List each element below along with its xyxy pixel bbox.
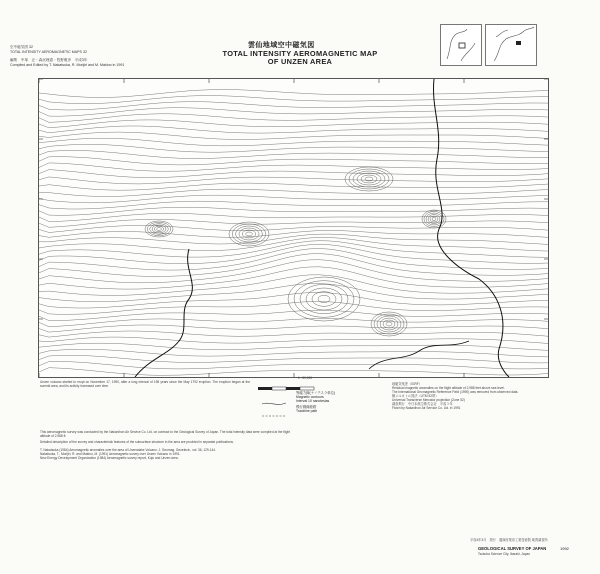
contour-line xyxy=(39,254,548,277)
anomaly-contour xyxy=(300,284,348,313)
note-line5: Universal Transverse Mercator projection (Zone 52) xyxy=(392,398,465,402)
contour-line xyxy=(39,207,548,215)
legend-track-jp: 飛行測線経路 xyxy=(296,405,317,409)
index-map-right-graphic xyxy=(486,25,536,65)
legend-contours-jp: 等磁力線(ナノテスラ単位) xyxy=(296,391,336,395)
compiled-jp: 編集 中塚 正・森尻理恵・牧野雅彦 平成3年 xyxy=(10,58,88,62)
publisher-sub: Tsukuba Science City, Ibaraki, Japan xyxy=(478,552,531,556)
contour-line xyxy=(39,284,548,302)
legend-symbols xyxy=(260,400,290,424)
contour-line xyxy=(39,201,548,209)
anomaly-contour xyxy=(312,292,336,307)
series-en: TOTAL INTENSITY AEROMAGNETIC MAPS 32 xyxy=(10,49,87,54)
body-p2: This aeromagnetic survey was conducted by the Nakanihon Air Service Co. Ltd. on contract to the Geological Survey of Japan. The total intensity data were compiled at the flight altitude of 2,988 ft. xyxy=(40,430,290,438)
contour-line xyxy=(39,183,548,190)
publisher-year: 1992 xyxy=(560,546,569,551)
title-en xyxy=(205,50,395,67)
contour-line xyxy=(39,237,548,251)
contour-line xyxy=(39,331,548,337)
anomaly-contour xyxy=(232,224,265,244)
title-en-line2: OF UNZEN AREA xyxy=(267,57,333,67)
contour-line xyxy=(39,151,548,159)
frame-tick: · xyxy=(549,84,550,88)
anomaly-contour xyxy=(361,175,377,183)
note-line1: 地磁気残差（IGRF） xyxy=(392,382,422,386)
index-map-left xyxy=(440,24,482,66)
ref-1: T. Nakatsuka (1984) Aeromagnetic anomalies over the area of Unzendake Volcano. J. Geomag. Geoelectr., vol. 36, 129-144. xyxy=(40,448,216,452)
scale-label: 1 : 50,000 xyxy=(298,376,313,380)
anomaly-contour xyxy=(294,281,354,318)
contour-line xyxy=(39,225,548,232)
anomaly-contour xyxy=(306,288,342,310)
contour-line xyxy=(39,144,548,152)
publisher-jp: 平成4年3月 発行 通商産業省工業技術院 地質調査所 xyxy=(470,538,548,542)
contour-line xyxy=(39,293,548,309)
body-text-lower xyxy=(40,430,290,460)
contour-line xyxy=(39,177,548,184)
frame-tick: · xyxy=(33,84,34,88)
anomaly-contour xyxy=(386,322,392,326)
contour-line xyxy=(39,213,548,221)
index-map-left-graphic xyxy=(441,25,481,65)
contour-line xyxy=(39,343,548,350)
legend-contours-en: Magnetic contours xyxy=(296,395,324,399)
anomaly-contour xyxy=(236,226,263,242)
note-line2: Residual magnetic anomalies on the flight altitude of 2,988 feet above sea level. xyxy=(392,386,505,390)
note-line3: The International Geomagnetic Reference Field (1990) was removed from observed data. xyxy=(392,390,519,394)
note-line4: 横メルカトル図法（UTM 52帯） xyxy=(392,394,439,398)
body-p1: Unzen volcano started to erupt on November 17, 1990, after a long interval of 198 years since the May 1792 eruption. The eruption began at the summit area, and its activity increased over time. xyxy=(40,380,250,388)
notes-right xyxy=(392,382,552,410)
contour-line xyxy=(39,260,548,283)
contour-line xyxy=(39,301,548,314)
contour-line xyxy=(39,108,548,117)
legend-interval-en: Interval 10 nanoteslas xyxy=(296,399,330,403)
anomaly-contour xyxy=(432,218,436,221)
anomaly-contour xyxy=(426,213,442,225)
contour-line xyxy=(39,90,548,98)
contour-line xyxy=(39,349,548,357)
contour-line xyxy=(39,267,548,289)
note-line6: 調査飛行 中日本航空株式会社 平成３年 xyxy=(392,402,453,406)
anomaly-contour xyxy=(374,314,404,334)
anomaly-contour xyxy=(383,320,395,328)
anomaly-contour xyxy=(145,221,173,237)
contour-map-svg xyxy=(39,79,548,377)
contour-line xyxy=(39,138,548,146)
anomaly-contour xyxy=(246,232,253,236)
series-jp: 空中磁気図 32 xyxy=(10,45,33,49)
aeromagnetic-map xyxy=(38,78,549,378)
legend-track-en: Trackline path xyxy=(296,409,318,413)
contour-line xyxy=(39,355,548,363)
publisher-name: GEOLOGICAL SURVEY OF JAPAN xyxy=(478,546,547,551)
index-map-right xyxy=(485,24,537,66)
contour-line xyxy=(39,96,548,104)
contour-line xyxy=(39,234,548,244)
anomaly-contour xyxy=(430,216,438,222)
contour-line xyxy=(39,241,548,258)
compiled-en: Compiled and Edited by T. Nakatsuka, R. Morijiri and M. Makino in 1991 xyxy=(10,62,125,67)
anomaly-contour xyxy=(349,169,389,189)
title-jp: 雲仙地域空中磁気図 xyxy=(248,42,315,49)
title-en-line1: TOTAL INTENSITY AEROMAGNETIC MAP xyxy=(222,49,378,58)
contour-line xyxy=(39,163,548,171)
body-p3: Detailed description of the survey and characteristic features of the subsurface structure in the area are provided in separate publications. xyxy=(40,440,234,444)
ref-3: New Energy Development Organization (1984) Aeromagnetic survey report, Kuju and Unzen area. xyxy=(40,456,179,460)
anomaly-contour xyxy=(154,226,163,231)
anomaly-contour xyxy=(157,228,162,231)
contour-line xyxy=(39,114,548,123)
note-line7: Flown by Nakanihon Air Service Co. Ltd. in 1991 xyxy=(392,406,461,410)
contour-line xyxy=(39,318,548,326)
contour-line xyxy=(39,170,548,178)
contour-line xyxy=(39,102,548,110)
ref-2: Nakatsuka, T., Morijiri, R. and Makino, M. (1991) Aeromagnetic survey over Unzen Volcano in 1991. xyxy=(40,452,181,456)
anomaly-contour xyxy=(377,316,401,332)
anomaly-contour xyxy=(147,222,170,235)
contour-line xyxy=(39,362,548,369)
contour-line xyxy=(39,157,548,165)
body-text-upper xyxy=(40,380,250,388)
anomaly-contour xyxy=(345,167,393,191)
contour-line xyxy=(39,368,548,376)
legend xyxy=(296,391,335,413)
contour-line xyxy=(39,325,548,332)
contour-line xyxy=(39,249,548,271)
contour-line xyxy=(39,337,548,343)
